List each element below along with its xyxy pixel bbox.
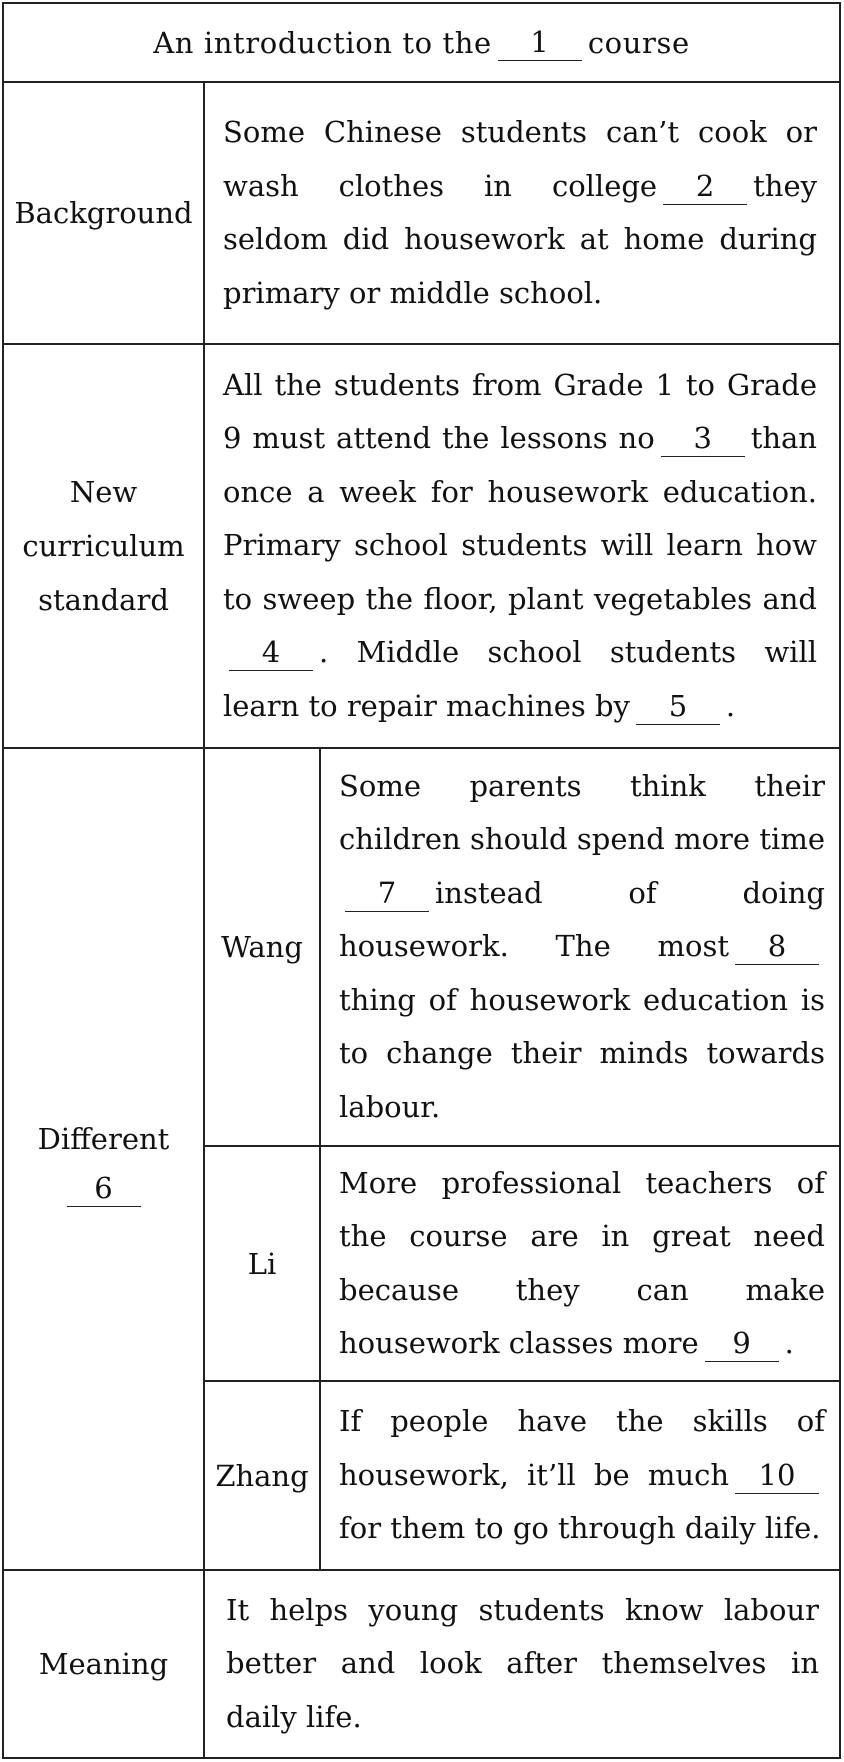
opinions-label: Different bbox=[37, 1121, 170, 1156]
li-text-part-1: More professional teachers of the course are in great need because they can make housework classes more bbox=[339, 1165, 825, 1360]
title-prefix: An introduction to the bbox=[153, 25, 492, 60]
answer-blank-2: 2 bbox=[663, 168, 747, 205]
title-suffix: course bbox=[587, 25, 690, 60]
background-text-cell bbox=[223, 83, 817, 343]
table-title bbox=[4, 4, 839, 81]
answer-blank-4: 4 bbox=[229, 634, 313, 671]
wang-text-part-2: instead of doing housework. The most bbox=[339, 875, 825, 964]
background-label-cell bbox=[4, 83, 203, 343]
wang-text-part-3: thing of housework education is to change their minds towards labour. bbox=[339, 982, 825, 1124]
standard-text-part-3: . Middle school students will learn to repair machines by bbox=[223, 635, 817, 723]
zhang-text-part-1: If people have the skills of housework, it’ll be much bbox=[339, 1404, 825, 1492]
wang-name-cell bbox=[205, 749, 319, 1145]
background-label: Background bbox=[14, 196, 193, 230]
answer-blank-1: 1 bbox=[498, 24, 582, 61]
standard-text-part-2: than once a week for housework education. Primary school students will learn how to sweep the floor, plant vegetables and bbox=[223, 421, 817, 616]
li-paragraph bbox=[339, 1157, 825, 1371]
zhang-paragraph bbox=[339, 1395, 825, 1556]
standard-text-part-4: . bbox=[725, 688, 736, 723]
li-name: Li bbox=[247, 1246, 277, 1281]
opinions-label-cell bbox=[4, 749, 203, 1569]
answer-blank-9: 9 bbox=[705, 1325, 779, 1362]
answer-blank-3: 3 bbox=[661, 420, 745, 457]
standard-label-line-3: standard bbox=[38, 583, 169, 617]
answer-blank-10: 10 bbox=[735, 1457, 819, 1494]
background-paragraph bbox=[223, 106, 817, 320]
worksheet-table-frame bbox=[2, 2, 841, 1759]
zhang-text-cell bbox=[339, 1382, 825, 1569]
answer-blank-8: 8 bbox=[735, 928, 819, 965]
answer-blank-7: 7 bbox=[345, 875, 429, 912]
li-text-cell bbox=[339, 1147, 825, 1380]
wang-text-cell bbox=[339, 749, 825, 1145]
wang-text-part-1: Some parents think their children should spend more time bbox=[339, 768, 825, 857]
wang-name: Wang bbox=[221, 930, 303, 964]
standard-label-cell bbox=[4, 345, 203, 747]
zhang-name-cell bbox=[205, 1382, 319, 1569]
standard-label-line-1: New bbox=[69, 475, 138, 509]
standard-text-cell bbox=[223, 345, 817, 747]
background-text-part-2: they seldom did housework at home during primary or middle school. bbox=[223, 168, 817, 310]
standard-paragraph bbox=[223, 359, 817, 734]
wang-paragraph bbox=[339, 760, 825, 1135]
answer-blank-5: 5 bbox=[636, 688, 720, 725]
meaning-label: Meaning bbox=[38, 1647, 169, 1681]
answer-blank-6: 6 bbox=[67, 1170, 141, 1207]
zhang-text-part-2: for them to go through daily life. bbox=[339, 1511, 821, 1546]
meaning-paragraph: It helps young students know labour better and look after themselves in daily life. bbox=[226, 1592, 819, 1734]
background-text-part-1: Some Chinese students can’t cook or wash clothes in college bbox=[223, 115, 817, 203]
meaning-label-cell bbox=[4, 1571, 203, 1757]
column-divider bbox=[319, 747, 321, 1569]
zhang-name: Zhang bbox=[215, 1458, 309, 1493]
li-name-cell bbox=[205, 1147, 319, 1380]
standard-text-part-1: All the students from Grade 1 to Grade 9 must attend the lessons no bbox=[223, 367, 817, 456]
li-text-part-2: . bbox=[784, 1326, 794, 1360]
housework-course-table bbox=[4, 4, 839, 1757]
standard-label-line-2: curriculum bbox=[22, 529, 185, 563]
meaning-text-cell bbox=[226, 1571, 819, 1757]
